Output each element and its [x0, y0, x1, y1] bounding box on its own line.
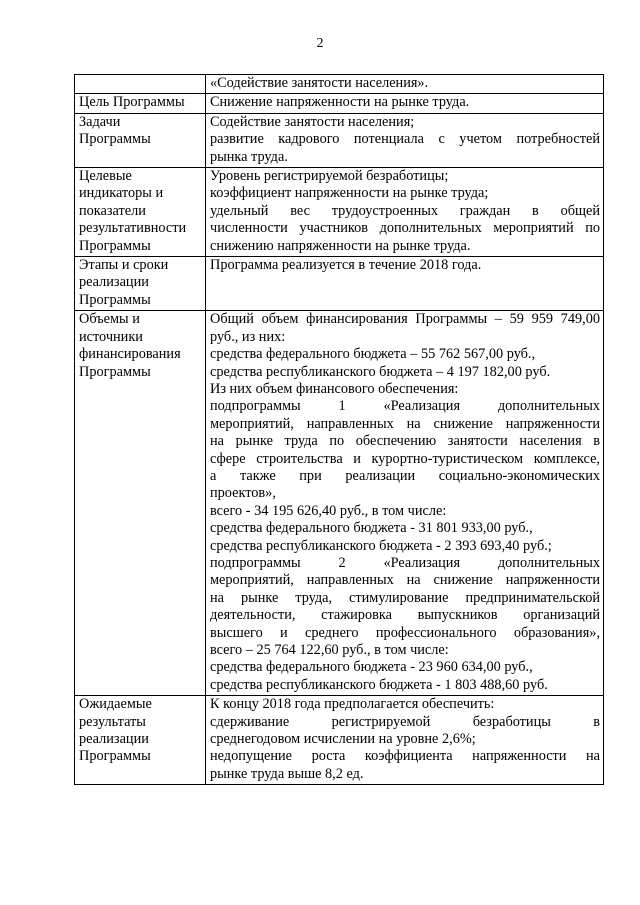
- row-content-line: рынке труда выше 8,2 ед.: [210, 765, 364, 782]
- row-content-line: сдерживание регистрируемой безработицы в: [210, 713, 600, 730]
- row-label-line: Этапы и сроки: [79, 257, 169, 274]
- row-content-line: всего - 34 195 626,40 руб., в том числе:: [210, 502, 447, 519]
- row-content-line: всего – 25 764 122,60 руб., в том числе:: [210, 642, 449, 658]
- row-content-cell: [206, 94, 604, 113]
- row-label-line: [79, 75, 202, 92]
- row-content-line: руб., из них:: [210, 328, 286, 345]
- row-content-line: Общий объем финансирования Программы – 59 959 749,00: [210, 311, 600, 328]
- row-label-cell: [75, 168, 206, 257]
- row-content-line: средства федерального бюджета – 55 762 567,00 руб.,: [210, 346, 536, 363]
- row-content-cell: [206, 311, 604, 696]
- row-label-line: Программы: [79, 291, 151, 308]
- row-content-line: развитие кадрового потенциала с учетом потребностей: [210, 131, 600, 148]
- row-content-cell: [206, 168, 604, 257]
- row-content-line: К концу 2018 года предполагается обеспечить:: [210, 696, 495, 713]
- row-label-cell: [75, 696, 206, 785]
- row-content-line: подпрограммы 2 «Реализация дополнительных: [210, 554, 600, 571]
- row-content-line: мероприятий, направленных на снижение напряженности: [210, 572, 600, 589]
- row-content-line: сфере строительства и курортно-туристическом комплексе,: [210, 450, 600, 467]
- row-content-line: средства федерального бюджета - 31 801 933,00 руб.,: [210, 520, 533, 537]
- row-content-cell: [206, 696, 604, 785]
- row-label-cell: [75, 257, 206, 311]
- row-label-cell: [75, 75, 206, 94]
- table-row: [75, 94, 604, 113]
- row-content-cell: [206, 257, 604, 311]
- row-content-line: высшего и среднего профессионального образования»,: [210, 624, 600, 641]
- program-passport-table: [74, 74, 604, 785]
- row-content-line: Снижение напряженности на рынке труда.: [210, 94, 470, 111]
- row-content-line: Уровень регистрируемой безработицы;: [210, 168, 449, 185]
- row-content-cell: [206, 113, 604, 167]
- row-label-line: индикаторы и: [79, 185, 164, 202]
- row-label-line: результаты: [79, 713, 146, 730]
- table-row: [75, 696, 604, 785]
- row-content-line: коэффициент напряженности на рынке труда;: [210, 185, 489, 202]
- row-label-line: Программы: [79, 748, 151, 765]
- table-row: [75, 311, 604, 696]
- table-row: [75, 113, 604, 167]
- row-content-line: удельный вес трудоустроенных граждан в общей: [210, 202, 600, 219]
- page-number: 2: [316, 36, 324, 51]
- row-content-line: средства республиканского бюджета - 1 803 488,60 руб.: [210, 676, 548, 693]
- row-label-line: Ожидаемые: [79, 696, 152, 713]
- row-content-line: средства республиканского бюджета – 4 197 182,00 руб.: [210, 363, 551, 380]
- row-label-line: Целевые: [79, 168, 132, 185]
- table-body: [75, 75, 604, 785]
- row-label-line: источники: [79, 328, 143, 345]
- row-label-line: реализации: [79, 731, 149, 748]
- row-label-line: реализации: [79, 274, 149, 291]
- table-row: [75, 75, 604, 94]
- row-content-line: средства федерального бюджета - 23 960 634,00 руб.,: [210, 659, 533, 676]
- row-label-cell: [75, 94, 206, 113]
- row-label-line: финансирования: [79, 346, 181, 363]
- row-label-line: результативности: [79, 220, 187, 237]
- row-content-line: на рынке труда, стимулирование предпринимательской: [210, 589, 600, 606]
- row-content-line: а также при реализации социально-экономических: [210, 467, 600, 484]
- row-label-line: Цель Программы: [79, 94, 185, 111]
- row-content-line: мероприятий, направленных на снижение напряженности: [210, 415, 600, 432]
- row-label-line: Программы: [79, 237, 151, 254]
- row-label-cell: [75, 311, 206, 696]
- row-content-line: деятельности, стажировка выпускников организаций: [210, 607, 600, 624]
- row-content-line: Программа реализуется в течение 2018 года.: [210, 257, 482, 274]
- row-content-line: среднегодовом исчислении на уровне 2,6%;: [210, 731, 476, 748]
- row-content-line: численности участников дополнительных мероприятий по: [210, 220, 600, 237]
- row-content-line: «Содействие занятости населения».: [210, 75, 429, 91]
- row-label-line: Программы: [79, 363, 151, 380]
- row-label-line: Объемы и: [79, 311, 140, 328]
- row-content-line: проектов»,: [210, 485, 276, 502]
- table-row: [75, 168, 604, 257]
- row-content-cell: [206, 75, 604, 94]
- table-row: [75, 257, 604, 311]
- row-content-line: подпрограммы 1 «Реализация дополнительных: [210, 398, 600, 415]
- row-label-line: Программы: [79, 131, 151, 148]
- row-label-cell: [75, 113, 206, 167]
- row-content-line: снижению напряженности на рынке труда.: [210, 237, 471, 254]
- row-label-line: Задачи: [79, 113, 121, 130]
- row-content-line: Из них объем финансового обеспечения:: [210, 380, 459, 397]
- row-content-line: средства республиканского бюджета - 2 393 693,40 руб.;: [210, 537, 552, 554]
- row-content-line: Содействие занятости населения;: [210, 113, 415, 130]
- row-content-line: на рынке труда по обеспечению занятости населения в: [210, 433, 600, 450]
- row-content-line: недопущение роста коэффициента напряженности на: [210, 748, 600, 765]
- row-content-line: рынка труда.: [210, 148, 288, 165]
- row-label-line: показатели: [79, 202, 146, 219]
